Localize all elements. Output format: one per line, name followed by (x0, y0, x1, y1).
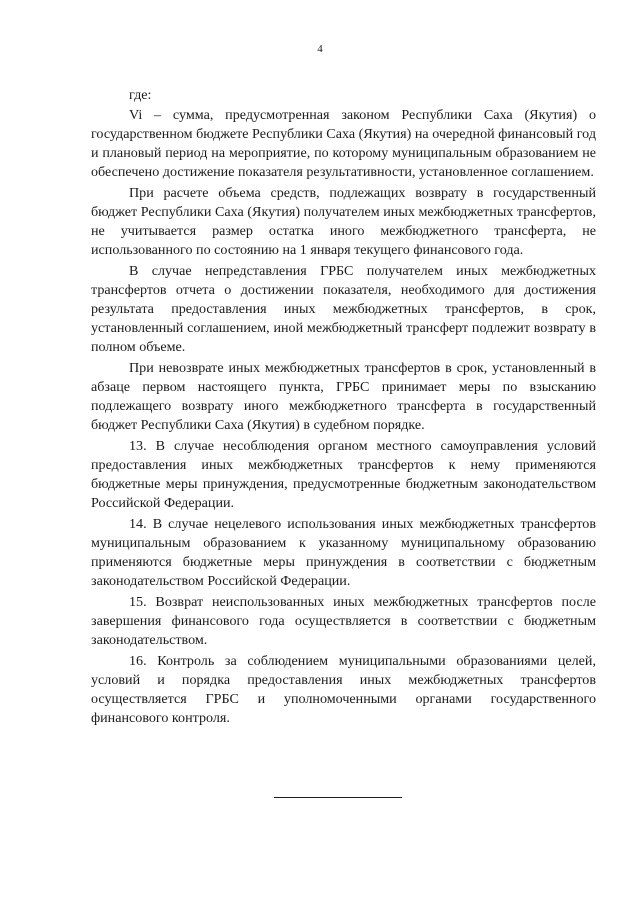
paragraph-where: где: (129, 87, 152, 103)
document-body (91, 86, 596, 730)
paragraph-refund-calculation: При расчете объема средств, подлежащих возврату в государственный бюджет Республики Саха (Якутия) получателем иных межбюджетных трансфертов, не учитывается размер остатка иного межбюджетного трансферта, не использованного по состоянию на 1 января текущего финансового года. (91, 185, 596, 259)
paragraph-item-15: 15. Возврат неиспользованных иных межбюджетных трансфертов после завершения финансового года осуществляется в соответствии с бюджетным законодательством. (91, 594, 596, 649)
paragraph-vi-definition: Vi – сумма, предусмотренная законом Республики Саха (Якутия) о государственном бюджете Республики Саха (Якутия) на очередной финансовый год и плановый период на мероприятие, по которому муниципальным образованием не обеспечено достижение показателя результативности, установленное соглашением. (91, 107, 596, 181)
paragraph-report-nonsubmission: В случае непредставления ГРБС получателем иных межбюджетных трансфертов отчета о достижении показателя, необходимого для достижения результата предоставления иных межбюджетных трансфертов, в срок, установленный соглашением, иной межбюджетный трансферт подлежит возврату в полном объеме. (91, 263, 596, 356)
paragraph-item-13: 13. В случае несоблюдения органом местного самоуправления условий предоставления иных межбюджетных трансфертов к нему применяются бюджетные меры принуждения, предусмотренные бюджетным законодательством Российской Федерации. (91, 438, 596, 512)
paragraph-item-16: 16. Контроль за соблюдением муниципальными образованиями целей, условий и порядка предоставления иных межбюджетных трансфертов осуществляется ГРБС и уполномоченными органами государственного финансового контроля. (91, 652, 596, 727)
paragraph-item-14: 14. В случае нецелевого использования иных межбюджетных трансфертов муниципальным образованием к указанному муниципальному образованию применяются бюджетные меры принуждения в соответствии с бюджетным законодательством Российской Федерации. (91, 516, 596, 590)
page-number: 4 (317, 43, 323, 55)
end-divider-line (274, 797, 402, 798)
paragraph-nonreturn: При невозврате иных межбюджетных трансфертов в срок, установленный в абзаце первом настоящего пункта, ГРБС принимает меры по взысканию подлежащего возврату иного межбюджетного трансферта в государственный бюджет Республики Саха (Якутия) в судебном порядке. (91, 360, 596, 434)
